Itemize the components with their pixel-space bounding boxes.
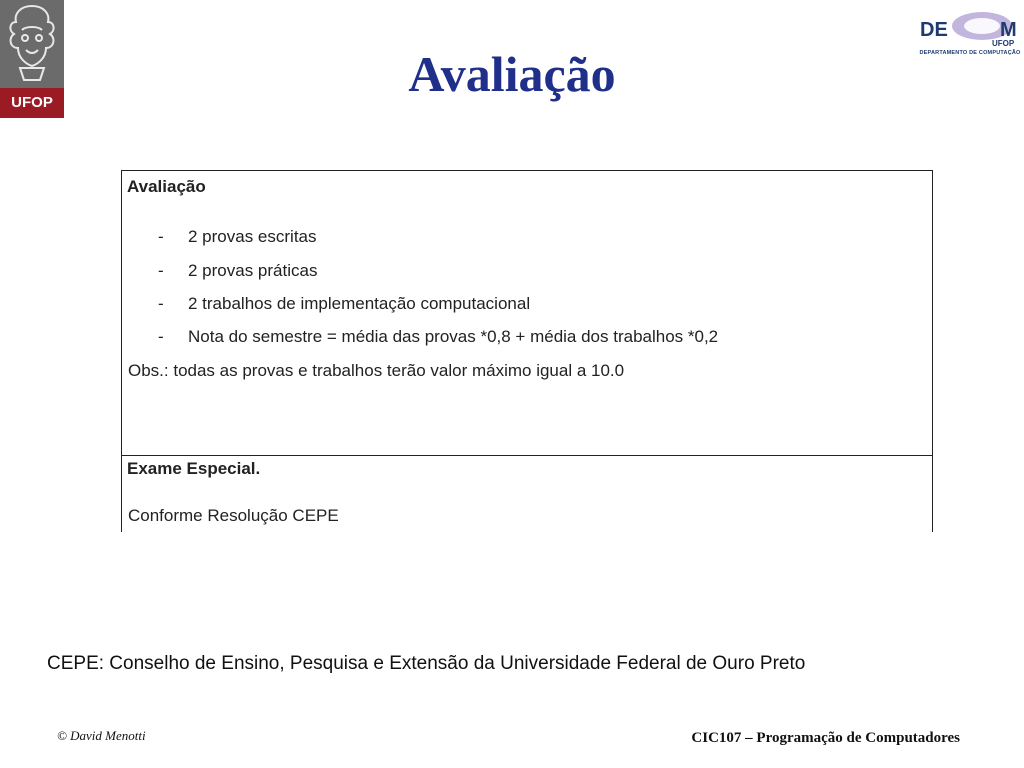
cepe-note: CEPE: Conselho de Ensino, Pesquisa e Extensão da Universidade Federal de Ouro Preto [47,653,806,674]
bullet-dash: - [158,261,164,280]
special-exam-heading: Exame Especial. [127,459,261,478]
footer-course: CIC107 – Programação de Computadores [691,730,960,746]
ufop-label: UFOP [0,88,64,118]
list-item-text: 2 trabalhos de implementação computacional [188,294,531,313]
list-item-text: 2 provas práticas [188,261,318,280]
bullet-dash: - [158,294,164,313]
svg-text:M: M [1000,19,1017,41]
list-item-text: 2 provas escritas [188,227,317,246]
decom-tagline: DEPARTAMENTO DE COMPUTAÇÃO [919,50,1021,56]
slide-title: Avaliação [408,46,616,102]
observation-text: Obs.: todas as provas e trabalhos terão valor máximo igual a 10.0 [128,361,625,380]
section-divider [122,455,932,456]
svg-text:UFOP: UFOP [992,39,1015,48]
special-exam-text: Conforme Resolução CEPE [128,506,339,525]
svg-text:DE: DE [920,19,948,41]
evaluation-box [121,170,933,532]
bullet-dash: - [158,327,164,346]
evaluation-heading: Avaliação [127,177,206,196]
footer-author: © David Menotti [57,728,146,743]
list-item-text: Nota do semestre = média das provas *0,8 + média dos trabalhos *0,2 [188,327,719,346]
bullet-dash: - [158,227,164,246]
